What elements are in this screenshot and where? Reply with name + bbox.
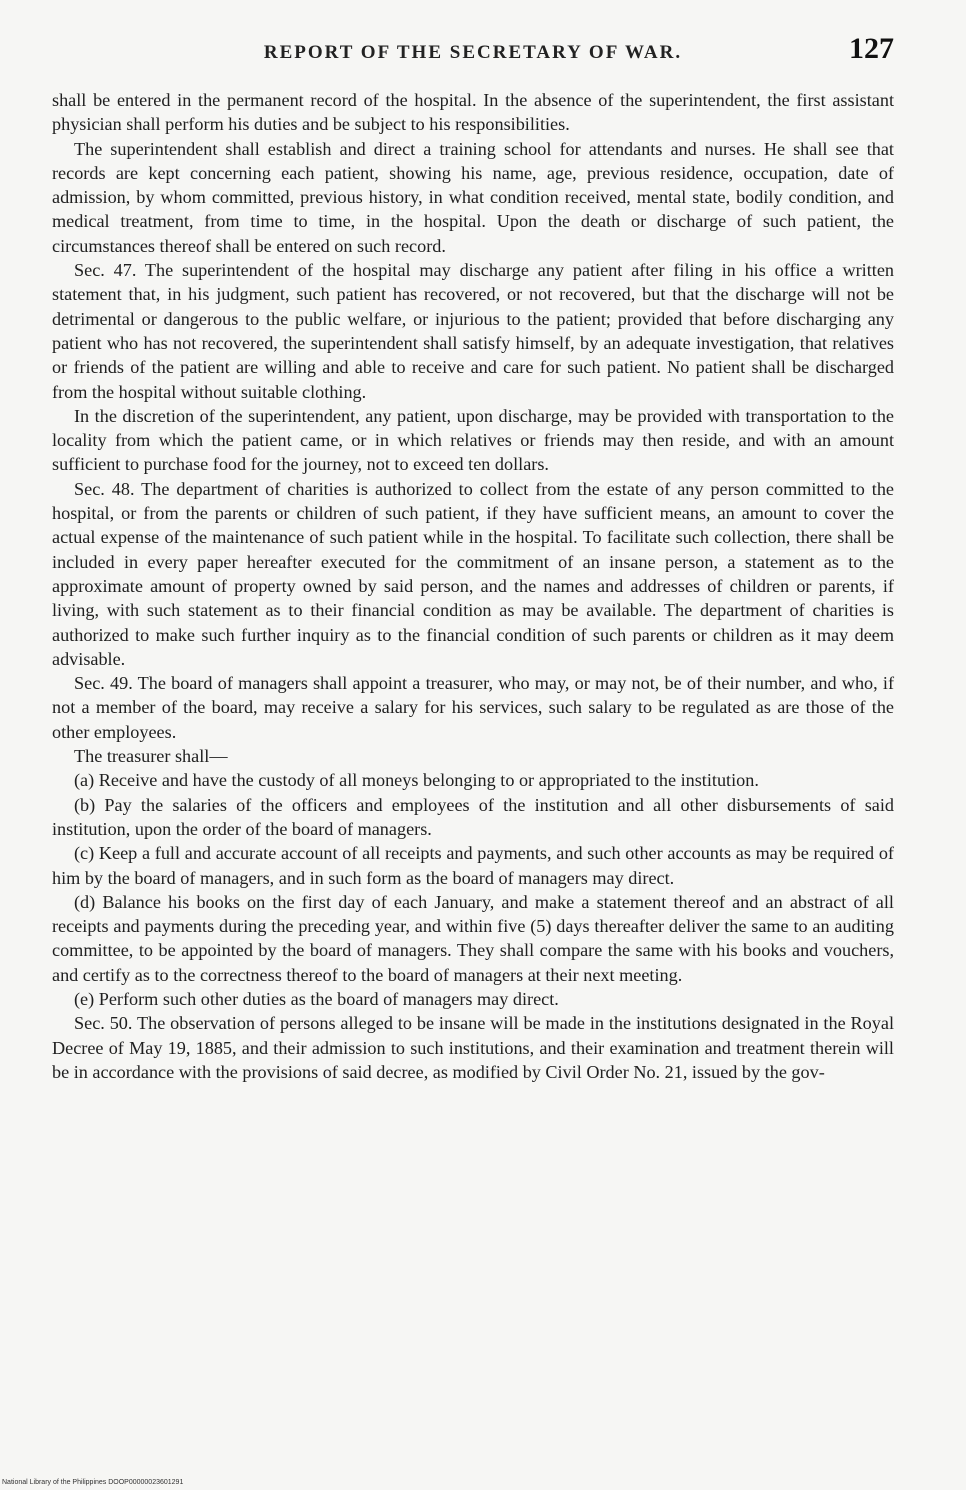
paragraph-item-c: (c) Keep a full and accurate account of all receipts and payments, and such other accounts as may be required of him by the board of managers, and in such form as the board of managers may direct. [52,843,894,888]
paragraph-item-d: (d) Balance his books on the first day of each January, and make a statement thereof and an abstract of all receipts and payments during the preceding year, and within five (5) days thereafter deliver the same to an auditing committee, to be appointed by the board of managers. They shall compare the same with his books and vouchers, and certify as to the correctness thereof to the board of managers at their next meeting. [52,891,894,985]
page-header [52,30,894,74]
paragraph-treasurer-shall: The treasurer shall— [74,746,228,767]
body-text [52,88,894,1084]
paragraph-sec-50: Sec. 50. The observation of persons alleged to be insane will be made in the institutions designated in the Royal Decree of May 19, 1885, and their admission to such institutions, and their examination and treatment therein will be in accordance with the provisions of said decree, as modified by Civil Order No. 21, issued by the gov- [52,1013,894,1082]
paragraph-sec-48: Sec. 48. The department of charities is authorized to collect from the estate of any person committed to the hospital, or from the parents or children of such patient, if they have sufficient means, an amount to cover the actual expense of the maintenance of such patient while in the hospital. To facilitate such collection, there shall be included in every paper hereafter executed for the commitment of an insane person, a statement as to the approximate amount of property owned by said person, and the names and addresses of children or parents, if living, with such statement as to their financial condition as may be available. The department of charities is authorized to make such further inquiry as to the financial condition of such parents or children as it may deem advisable. [52,478,894,669]
running-head: REPORT OF THE SECRETARY OF WAR. [263,42,683,63]
paragraph-training-school: The superintendent shall establish and direct a training school for attendants and nurses. He shall see that records are kept concerning each patient, showing his name, age, previous residence, occupation, date of admission, by whom committed, previous history, in what condition received, mental state, bodily condition, and medical treatment, from time to time, in the hospital. Upon the death or discharge of such patient, the circumstances thereof shall be entered on such record. [52,138,894,256]
paragraph-sec-47: Sec. 47. The superintendent of the hospital may discharge any patient after filing in his office a written statement that, in his judgment, such patient has recovered, or not recovered, but that the discharge will not be detrimental or dangerous to the public welfare, or injurious to the patient; provided that before discharging any patient who has not recovered, the superintendent shall satisfy himself, by an adequate investigation, that relatives or friends of the patient are willing and able to receive and care for such patient. No patient shall be discharged from the hospital without suitable clothing. [52,260,894,402]
paragraph-continuation: shall be entered in the permanent record of the hospital. In the absence of the superintendent, the first assistant physician shall perform his duties and be subject to his responsibilities. [52,90,894,135]
paragraph-item-e: (e) Perform such other duties as the board of managers may direct. [74,988,559,1009]
paragraph-discharge-transport: In the discretion of the superintendent, any patient, upon discharge, may be provided with transportation to the locality from which the patient came, or in which relatives or friends may then reside, and with an amount sufficient to purchase food for the journey, not to exceed ten dollars. [52,405,894,475]
paragraph-item-a: (a) Receive and have the custody of all moneys belonging to or appropriated to the institution. [74,770,759,791]
page-number: 127 [849,32,894,65]
paragraph-sec-49: Sec. 49. The board of managers shall appoint a treasurer, who may, or may not, be of their number, and who, if not a member of the board, may receive a salary for his services, such salary to be regulated as are those of the other employees. [52,673,894,742]
paragraph-item-b: (b) Pay the salaries of the officers and employees of the institution and all other disbursements of said institution, upon the order of the board of managers. [52,794,894,839]
library-footer-note: National Library of the Philippines DOOP00000023601291 [2,1479,184,1486]
